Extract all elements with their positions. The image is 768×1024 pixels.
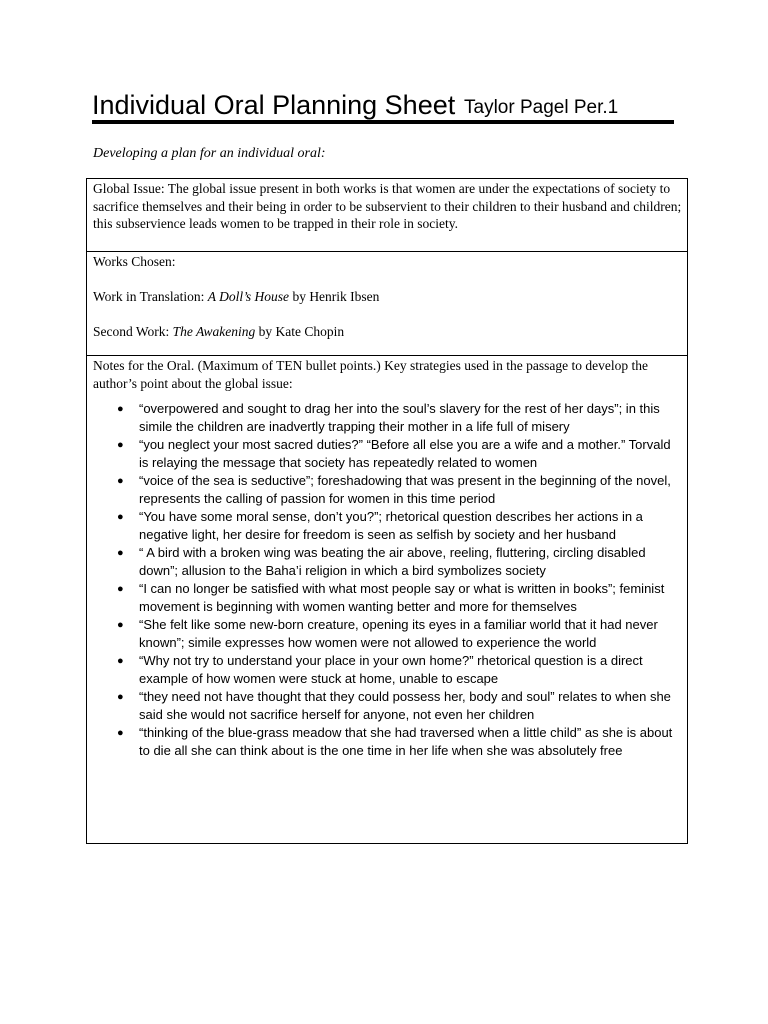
list-item [93,616,681,652]
page-title: Individual Oral Planning Sheet [92,90,456,120]
translation-suffix: by Henrik Ibsen [289,289,380,304]
list-item-text: “I can no longer be satisfied with what most people say or what is written in books”; feminist movement is beginning with women wanting better and more for themselves [139,581,665,614]
list-item [93,688,681,724]
list-item [93,544,681,580]
notes-list [93,400,681,760]
list-item-text: “you neglect your most sacred duties?” “Before all else you are a wife and a mother.” Torvald is relaying the message that society has repeatedly related to women [139,437,671,470]
second-prefix: Second Work: [93,324,173,339]
notes-intro: Notes for the Oral. (Maximum of TEN bullet points.) Key strategies used in the passage to develop the author’s point about the global issue: [93,358,648,391]
works-chosen-cell [87,251,687,355]
notes-cell [87,355,687,843]
page-header [92,88,674,124]
bullet-icon: ● [117,403,124,415]
translation-prefix: Work in Translation: [93,289,208,304]
list-item [93,724,681,760]
list-item [93,580,681,616]
second-title: The Awakening [172,324,256,339]
list-item-text: “You have some moral sense, don’t you?”; rhetorical question describes her actions in a negative light, her desire for freedom is seen as selfish by society and her husband [139,509,643,542]
list-item [93,472,681,508]
planning-table [86,178,688,844]
bullet-icon: ● [117,439,124,451]
list-item-text: “thinking of the blue-grass meadow that she had traversed when a little child” as she is about to die all she can think about is the one time in her life when she was absolutely free [139,725,673,758]
list-item [93,436,681,472]
work-in-translation [93,288,681,306]
list-item [93,508,681,544]
bullet-icon: ● [117,727,124,739]
list-item-text: “they need not have thought that they could possess her, body and soul” relates to when she said she would not sacrifice herself for anyone, not even her children [139,689,671,722]
list-item-text: “voice of the sea is seductive”; foreshadowing that was present in the beginning of the novel, represents the calling of passion for women in this time period [139,473,671,506]
list-item [93,400,681,436]
second-suffix: by Kate Chopin [255,324,345,339]
works-heading: Works Chosen: [93,254,176,269]
global-issue-text: Global Issue: The global issue present in both works is that women are under the expectations of society to sacrifice themselves and their being in order to be subservient to their children to their husband and children; this subservience leads women to be trapped in their role in society. [93,181,682,231]
bullet-icon: ● [117,583,124,595]
subtitle: Developing a plan for an individual oral: [93,146,326,161]
bullet-icon: ● [117,511,124,523]
bullet-icon: ● [117,619,124,631]
global-issue-cell [87,179,687,251]
bullet-icon: ● [117,547,124,559]
list-item [93,652,681,688]
list-item-text: “She felt like some new-born creature, opening its eyes in a familiar world that it had never known”; simile expresses how women were not allowed to experience the world [139,617,658,650]
list-item-text: “Why not try to understand your place in your own home?” rhetorical question is a direct example of how women were stuck at home, unable to escape [139,653,643,686]
list-item-text: “overpowered and sought to drag her into the soul’s slavery for the rest of her days”; in this simile the children are inadvertly trapping their mother in a life full of misery [139,401,660,434]
bullet-icon: ● [117,475,124,487]
bullet-icon: ● [117,655,124,667]
translation-title: A Doll’s House [207,289,290,304]
list-item-text: “ A bird with a broken wing was beating the air above, reeling, fluttering, circling disabled down”; allusion to the Baha’i religion in which a bird symbolizes society [139,545,646,578]
student-name: Taylor Pagel Per.1 [464,97,619,118]
second-work [93,323,681,341]
bullet-icon: ● [117,691,124,703]
